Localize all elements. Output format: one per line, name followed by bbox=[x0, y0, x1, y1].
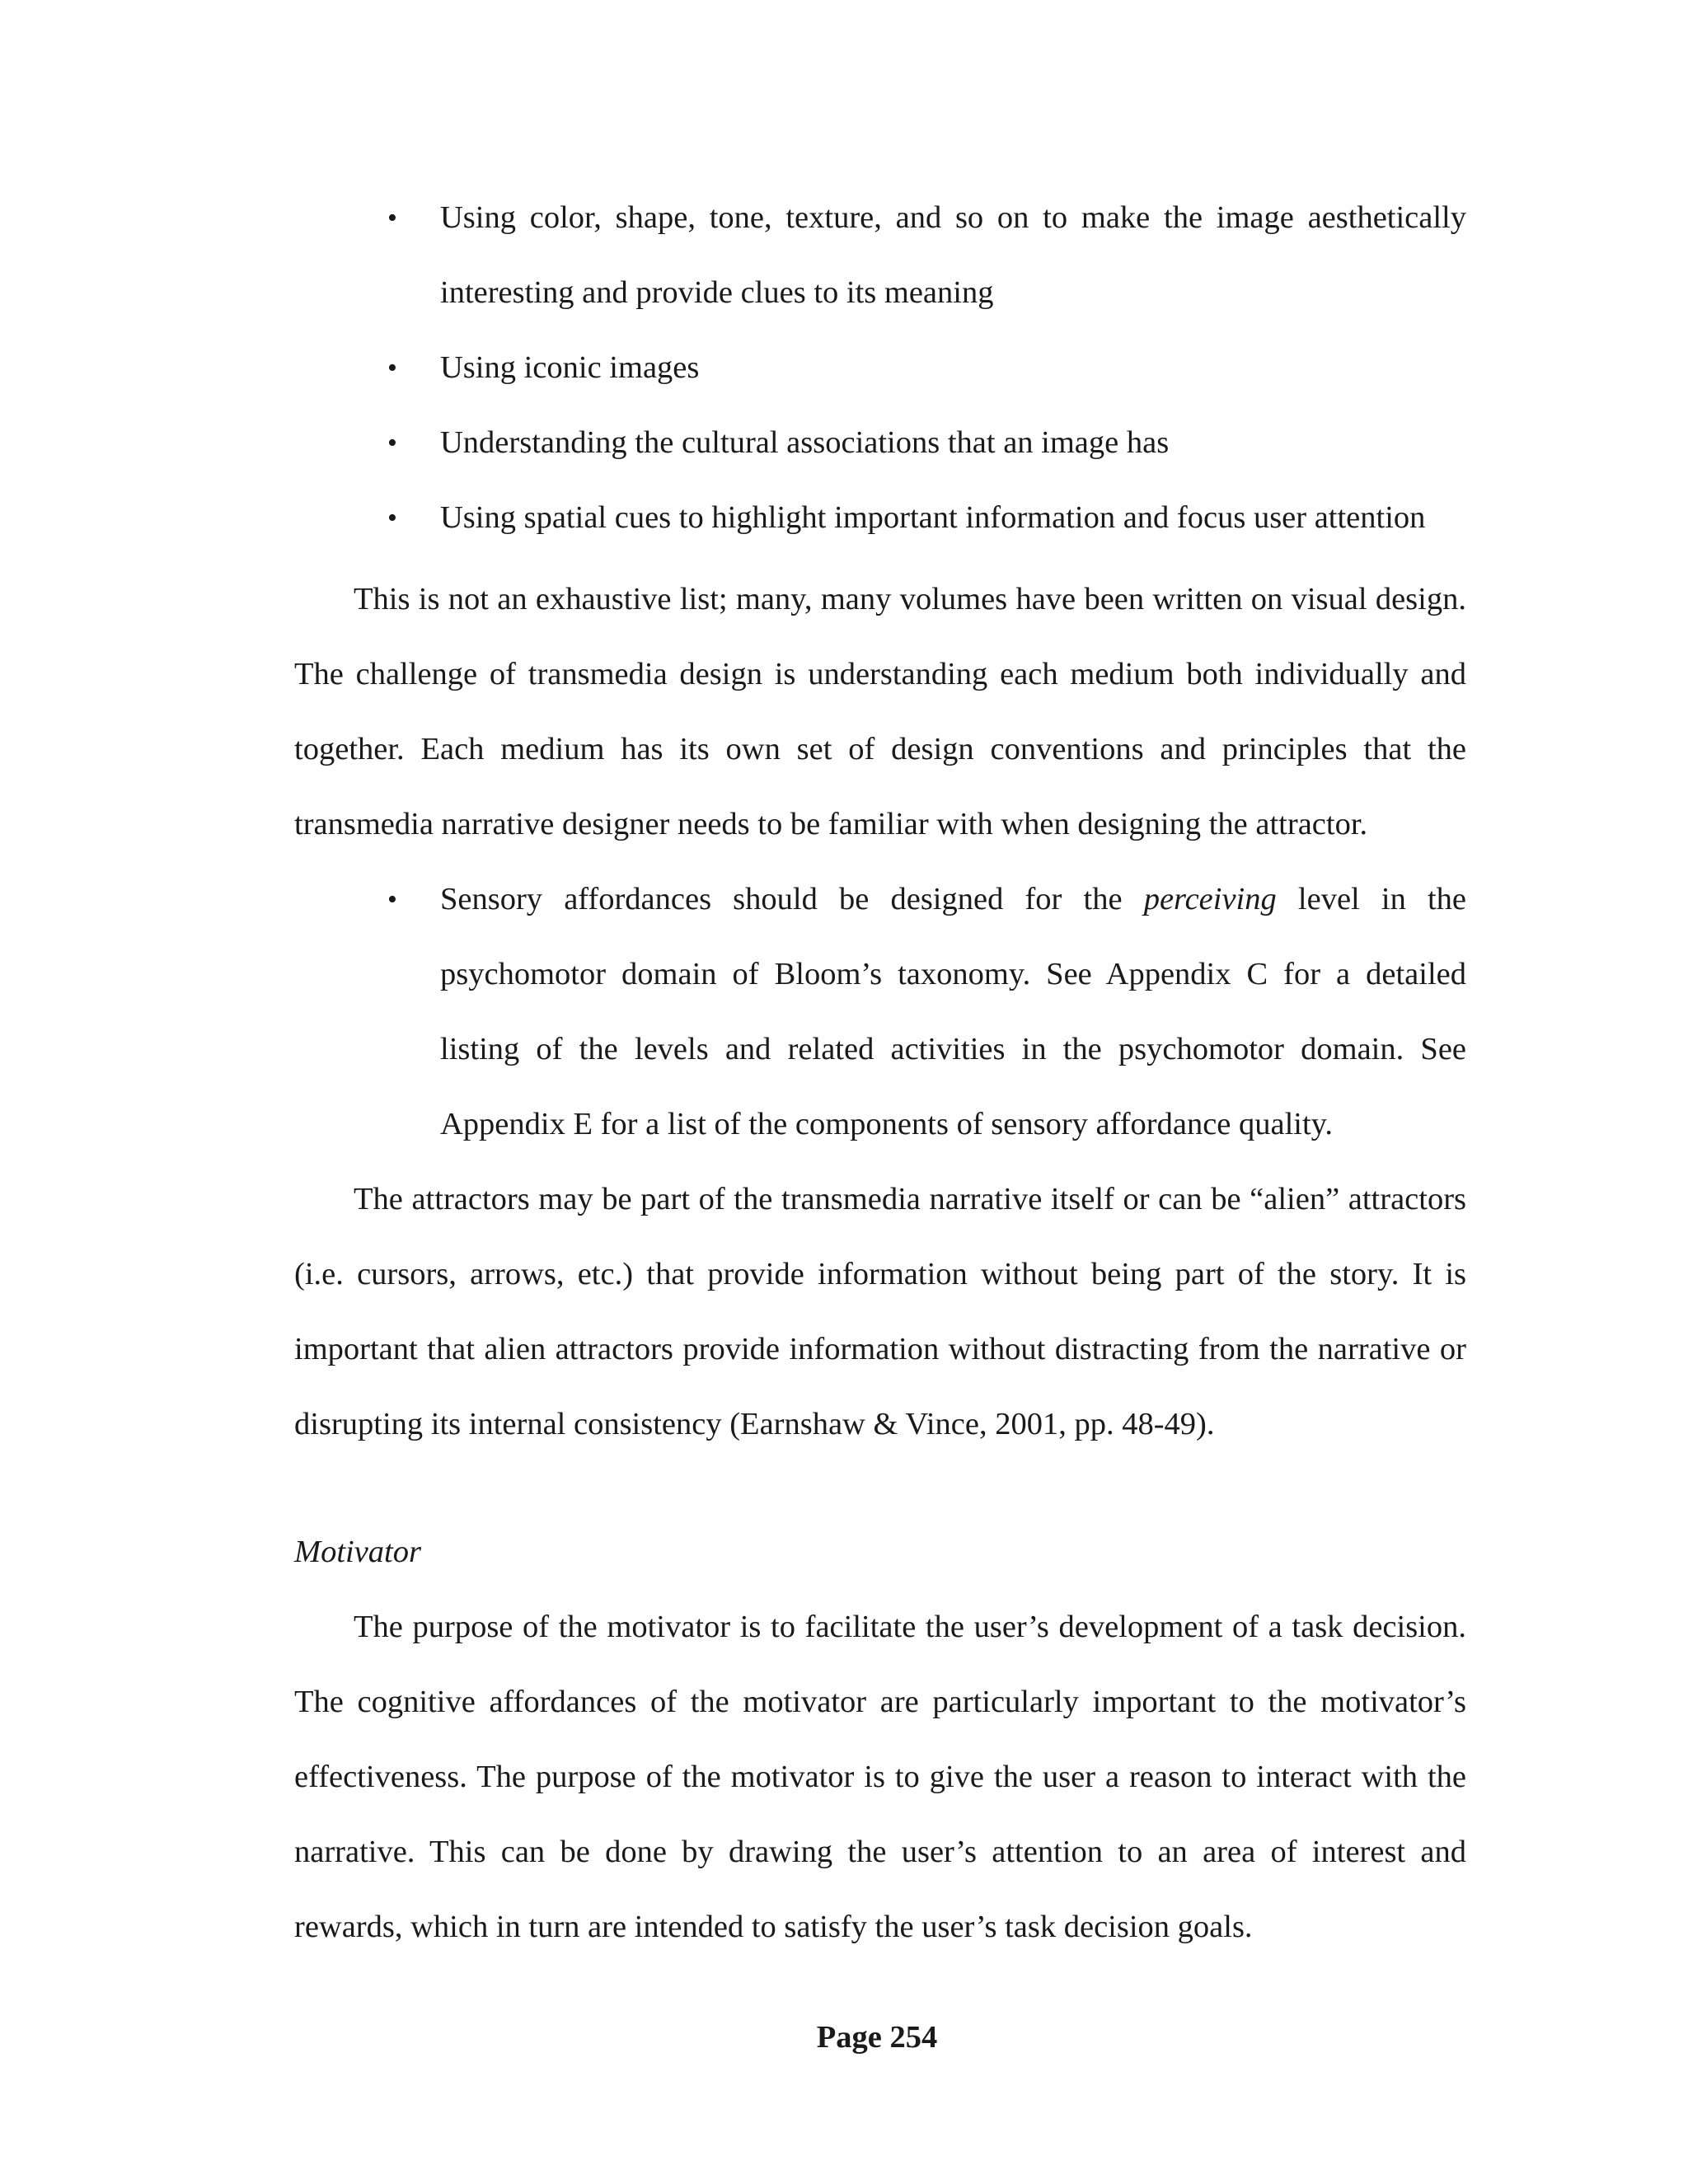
list-item bbox=[294, 862, 1466, 1162]
list-item-text-start: Sensory affordances should be designed for the bbox=[440, 882, 1144, 916]
list-item-text: Using color, shape, tone, texture, and so on to make the image aesthetically interesting and provide clues to its meaning bbox=[440, 200, 1466, 310]
list-item-text: Using spatial cues to highlight important information and focus user attention bbox=[440, 500, 1426, 535]
bullet-icon: • bbox=[387, 503, 397, 533]
list-item bbox=[294, 180, 1466, 330]
page-number: Page 254 bbox=[816, 2020, 938, 2055]
list-item-text-end: level in the psychomotor domain of Bloom’s taxonomy. See Appendix C for a detailed listing of the levels and related activities in the psychomotor domain. See Appendix E for a list of the components of sensory affordance quality. bbox=[440, 882, 1466, 1141]
list-item bbox=[294, 330, 1466, 405]
bullet-list-visual-design bbox=[294, 180, 1466, 555]
list-item-text: Understanding the cultural associations that an image has bbox=[440, 425, 1170, 460]
section-heading: Motivator bbox=[294, 1535, 421, 1569]
bullet-icon: • bbox=[387, 203, 397, 233]
bullet-icon: • bbox=[387, 884, 397, 915]
bullet-icon: • bbox=[387, 353, 397, 383]
body-paragraph: The attractors may be part of the transmedia narrative itself or can be “alien” attractors (i.e. cursors, arrows, etc.) that provide information without being part of the story. It is important that alien attractors provide information without distracting from the narrative or disrupting its internal consistency (Earnshaw & Vince, 2001, pp. 48-49). bbox=[294, 1182, 1466, 1441]
list-item bbox=[294, 480, 1466, 555]
list-item-text: Using iconic images bbox=[440, 350, 700, 385]
bullet-list-sensory-affordances bbox=[294, 862, 1466, 1162]
body-paragraph: The purpose of the motivator is to facilitate the user’s development of a task decision. The cognitive affordances of the motivator are particularly important to the motivator’s effectiveness. The purpose of the motivator is to give the user a reason to interact with the narrative. This can be done by drawing the user’s attention to an area of interest and rewards, which in turn are intended to satisfy the user’s task decision goals. bbox=[294, 1610, 1466, 1944]
body-paragraph: This is not an exhaustive list; many, many volumes have been written on visual design. The challenge of transmedia design is understanding each medium both individually and together. Each medium has its own set of design conventions and principles that the transmedia narrative designer needs to be familiar with when designing the attractor. bbox=[294, 582, 1466, 841]
emphasized-term: perceiving bbox=[1143, 882, 1277, 916]
list-item bbox=[294, 405, 1466, 480]
bullet-icon: • bbox=[387, 428, 397, 458]
